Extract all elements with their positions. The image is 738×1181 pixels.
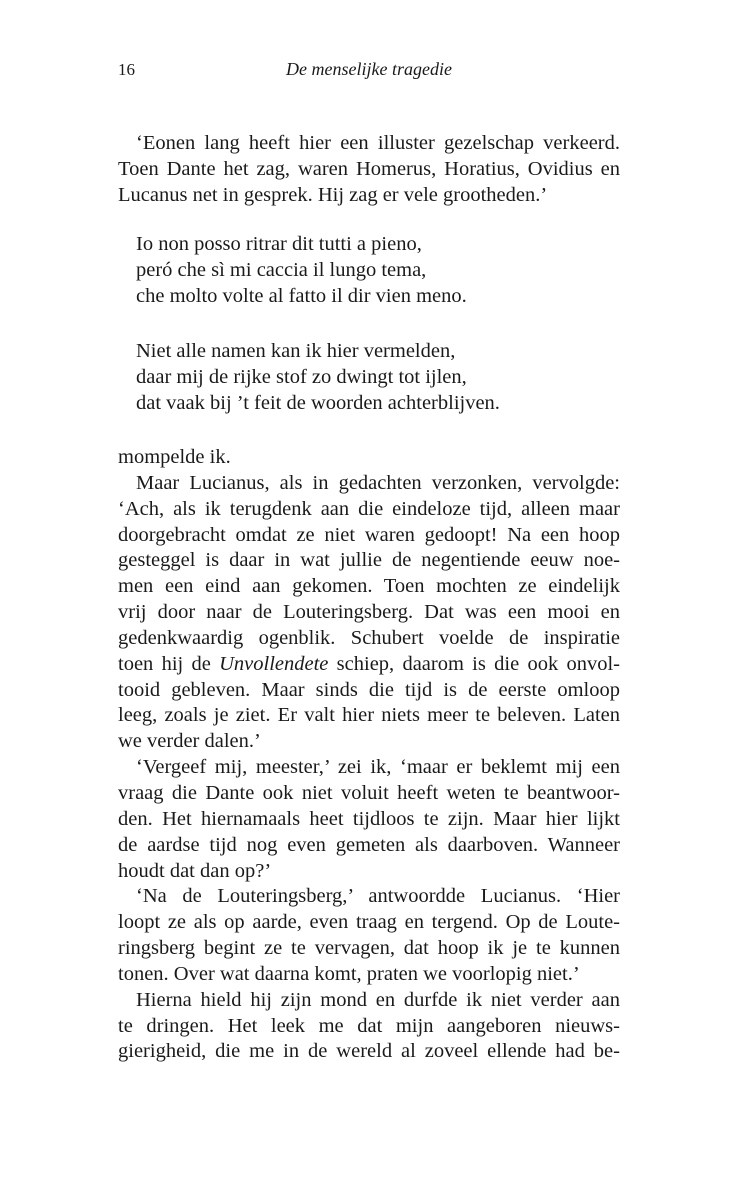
text-line: houdt dat dan op?’ (118, 859, 272, 882)
text-line: Toen Dante het zag, waren Homerus, Horatius, Ovidius en (118, 157, 620, 180)
running-title: De menselijke tragedie (286, 59, 452, 79)
work-title-italic: Unvollendete (219, 652, 329, 675)
text-line: tooid gebleven. Maar sinds die tijd is de eerste omloop (118, 678, 620, 701)
text-line: we verder dalen.’ (118, 730, 261, 753)
text-line (118, 652, 620, 678)
text-line: doorgebracht omdat ze niet waren gedoopt! Na een hoop (118, 523, 620, 546)
text-line: mompelde ik. (118, 446, 231, 468)
text-line: ‘Na de Louteringsberg,’ antwoordde Lucianus. ‘Hier (136, 885, 620, 908)
verse-line: Io non posso ritrar dit tutti a pieno, (136, 233, 422, 255)
text-line: ‘Vergeef mij, meester,’ zei ik, ‘maar er beklemt mij een (136, 756, 620, 779)
verse-italian (136, 232, 616, 310)
text-line: vraag die Dante ook niet voluit heeft weten te beantwoor- (118, 781, 620, 804)
text-segment: toen hij de (118, 652, 220, 675)
text-line: Maar Lucianus, als in gedachten verzonken, vervolgde: (136, 471, 620, 494)
body-text (118, 445, 620, 1065)
text-line: de aardse tijd nog even gemeten als daarboven. Wanneer (118, 833, 620, 856)
verse-dutch (136, 339, 616, 417)
text-line: gesteggel is daar in wat jullie de negentiende eeuw noe- (118, 549, 620, 572)
text-line: den. Het hiernamaals heet tijdloos te zijn. Maar hier lijkt (118, 807, 620, 830)
text-line: tonen. Over wat daarna komt, praten we voorlopig niet.’ (118, 962, 580, 985)
text-line: men een eind aan gekomen. Toen mochten ze eindelijk (118, 575, 620, 598)
text-line: gedenkwaardig ogenblik. Schubert voelde de inspiratie (118, 626, 620, 649)
text-line: te dringen. Het leek me dat mijn aangeboren nieuws- (118, 1014, 620, 1037)
text-line: loopt ze als op aarde, even traag en tergend. Op de Loute- (118, 911, 620, 934)
paragraph-opening (118, 131, 620, 209)
text-line: vrij door naar de Louteringsberg. Dat was een mooi en (118, 601, 620, 624)
text-line: leeg, zoals je ziet. Er valt hier niets meer te beleven. Laten (118, 704, 620, 727)
text-line: Hierna hield hij zijn mond en durfde ik niet verder aan (136, 988, 620, 1011)
text-segment: schiep, daarom is die ook onvol- (328, 652, 620, 675)
text-line: ringsberg begint ze te vervagen, dat hoop ik je te kunnen (118, 937, 620, 960)
page-number: 16 (118, 60, 135, 79)
text-line: ‘Eonen lang heeft hier een illuster gezelschap verkeerd. (136, 132, 620, 154)
verse-line: dat vaak bij ’t feit de woorden achterblijven. (136, 391, 500, 414)
text-line: gierigheid, die me in de wereld al zoveel ellende had be- (118, 1040, 620, 1063)
verse-line: che molto volte al fatto il dir vien meno. (136, 284, 467, 307)
text-line: Lucanus net in gesprek. Hij zag er vele grootheden.’ (118, 183, 548, 206)
verse-line: Niet alle namen kan ik hier vermelden, (136, 340, 456, 362)
verse-line: peró che sì mi caccia il lungo tema, (136, 258, 427, 281)
text-line: ‘Ach, als ik terugdenk aan die eindeloze tijd, alleen maar (118, 497, 620, 520)
verse-line: daar mij de rijke stof zo dwingt tot ijlen, (136, 365, 467, 388)
